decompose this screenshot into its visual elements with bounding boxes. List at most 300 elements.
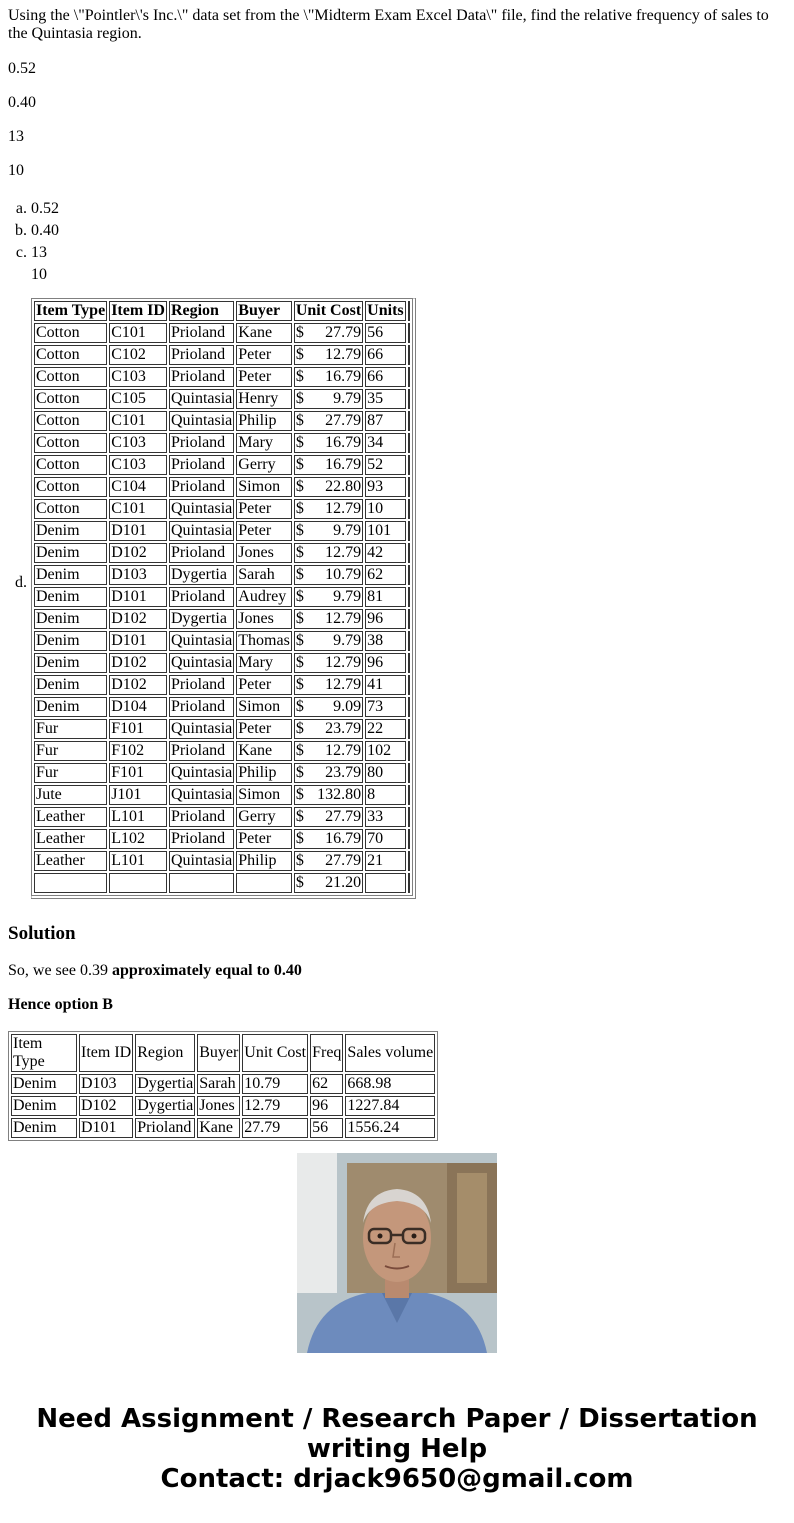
unit-cost-value: 9.79 bbox=[333, 588, 362, 605]
plain-answer: 0.52 bbox=[8, 60, 36, 77]
table-cell bbox=[294, 807, 363, 827]
table-cell: D102 bbox=[109, 653, 167, 673]
table-cell: 101 bbox=[365, 521, 405, 541]
table-empty-cell bbox=[408, 301, 410, 321]
table-row bbox=[34, 587, 410, 607]
table-cell: Denim bbox=[34, 565, 107, 585]
table-cell: Prioland bbox=[169, 345, 234, 365]
table-row bbox=[34, 675, 410, 695]
table-cell: C105 bbox=[109, 389, 167, 409]
currency-symbol: $ bbox=[295, 368, 304, 385]
table-empty-cell bbox=[408, 741, 410, 761]
unit-cost-value: 16.79 bbox=[325, 368, 362, 385]
table-header-cell: Item ID bbox=[111, 302, 165, 319]
table-cell: Prioland bbox=[169, 741, 234, 761]
table-cell bbox=[294, 345, 363, 365]
table-cell bbox=[294, 367, 363, 387]
table-cell: C103 bbox=[109, 433, 167, 453]
currency-symbol: $ bbox=[295, 786, 304, 803]
table-header-cell: Units bbox=[367, 302, 404, 319]
table-cell: 96 bbox=[310, 1096, 343, 1116]
table-row bbox=[34, 807, 410, 827]
table-row bbox=[34, 411, 410, 431]
solution-table bbox=[8, 1031, 438, 1141]
table-cell: 62 bbox=[310, 1074, 343, 1094]
table-cell: Audrey bbox=[236, 587, 292, 607]
table-cell bbox=[294, 873, 363, 893]
table-cell: Simon bbox=[236, 477, 292, 497]
table-cell: Prioland bbox=[135, 1118, 195, 1138]
table-row bbox=[11, 1118, 435, 1138]
table-cell: Peter bbox=[236, 499, 292, 519]
table-cell: Henry bbox=[236, 389, 292, 409]
table-row bbox=[11, 1096, 435, 1116]
table-empty-cell bbox=[408, 851, 410, 871]
table-empty-cell bbox=[408, 631, 410, 651]
table-header-cell: Region bbox=[169, 301, 234, 321]
plain-answer: 13 bbox=[8, 128, 24, 145]
table-cell: 66 bbox=[365, 367, 405, 387]
data-table bbox=[31, 298, 416, 899]
table-cell: Denim bbox=[34, 631, 107, 651]
unit-cost-value: 22.80 bbox=[325, 478, 362, 495]
table-row bbox=[34, 785, 410, 805]
table-cell bbox=[236, 873, 292, 893]
table-cell bbox=[294, 499, 363, 519]
unit-cost-value: 12.79 bbox=[325, 346, 362, 363]
currency-symbol: $ bbox=[295, 324, 304, 341]
table-empty-cell bbox=[408, 763, 410, 783]
currency-symbol: $ bbox=[295, 610, 304, 627]
table-cell: Cotton bbox=[34, 345, 107, 365]
table-cell: Mary bbox=[236, 653, 292, 673]
table-cell: Denim bbox=[34, 653, 107, 673]
table-cell: D102 bbox=[109, 609, 167, 629]
table-cell: Peter bbox=[236, 345, 292, 365]
currency-symbol: $ bbox=[295, 544, 304, 561]
table-cell: Denim bbox=[11, 1074, 77, 1094]
currency-symbol: $ bbox=[295, 874, 304, 891]
currency-symbol: $ bbox=[295, 742, 304, 759]
table-row bbox=[34, 455, 410, 475]
table-header-cell: Unit Cost bbox=[295, 302, 362, 319]
table-header-cell: Unit Cost bbox=[242, 1034, 308, 1072]
table-cell: Denim bbox=[11, 1096, 77, 1116]
table-empty-cell bbox=[408, 367, 410, 387]
table-cell: Cotton bbox=[34, 411, 107, 431]
currency-symbol: $ bbox=[295, 698, 304, 715]
table-cell: Fur bbox=[34, 719, 107, 739]
unit-cost-value: 16.79 bbox=[325, 434, 362, 451]
table-row bbox=[34, 345, 410, 365]
question-text: Using the \"Pointler\'s Inc.\" data set from the \"Midterm Exam Excel Data\" file, find the relative frequency of sales to the Quintasia region. bbox=[8, 7, 769, 42]
table-row bbox=[34, 565, 410, 585]
table-empty-cell bbox=[408, 719, 410, 739]
unit-cost-value: 27.79 bbox=[325, 808, 362, 825]
currency-symbol: $ bbox=[295, 720, 304, 737]
table-cell bbox=[294, 829, 363, 849]
table-cell: Gerry bbox=[236, 807, 292, 827]
currency-symbol: $ bbox=[295, 676, 304, 693]
table-cell: Quintasia bbox=[170, 500, 233, 517]
table-empty-cell bbox=[408, 565, 410, 585]
table-cell: D102 bbox=[109, 675, 167, 695]
table-cell: Quintasia bbox=[170, 390, 233, 407]
table-cell: Jones bbox=[236, 543, 292, 563]
solution-table-viewport bbox=[8, 1031, 438, 1136]
table-cell: 70 bbox=[365, 829, 405, 849]
unit-cost-value: 27.79 bbox=[325, 852, 362, 869]
table-row bbox=[34, 873, 410, 893]
promo-line: Need Assignment / Research Paper / Dissertation bbox=[36, 1404, 758, 1434]
table-cell bbox=[294, 631, 363, 651]
table-cell: 10.79 bbox=[242, 1074, 308, 1094]
promo-line: writing Help bbox=[306, 1434, 488, 1464]
table-cell: D101 bbox=[109, 521, 167, 541]
table-cell: C102 bbox=[109, 345, 167, 365]
option-b[interactable] bbox=[31, 220, 59, 242]
table-cell: C101 bbox=[109, 411, 167, 431]
table-cell: D101 bbox=[109, 587, 167, 607]
unit-cost-value: 12.79 bbox=[325, 676, 362, 693]
table-row bbox=[34, 389, 410, 409]
solution-line-bold: approximately equal to 0.40 bbox=[111, 962, 302, 979]
table-row bbox=[34, 609, 410, 629]
author-portrait-icon bbox=[297, 1153, 497, 1353]
table-cell: Leather bbox=[34, 851, 107, 871]
table-cell: Peter bbox=[236, 367, 292, 387]
table-cell: L101 bbox=[109, 807, 167, 827]
table-cell: 8 bbox=[365, 785, 405, 805]
table-cell bbox=[294, 433, 363, 453]
table-row bbox=[34, 719, 410, 739]
table-cell: Jute bbox=[34, 785, 107, 805]
table-cell: J101 bbox=[109, 785, 167, 805]
table-cell: Prioland bbox=[169, 367, 234, 387]
table-cell: Fur bbox=[34, 741, 107, 761]
table-cell: 42 bbox=[365, 543, 405, 563]
table-cell: Gerry bbox=[236, 455, 292, 475]
table-cell: D101 bbox=[109, 631, 167, 651]
table-cell: C101 bbox=[109, 323, 167, 343]
table-row bbox=[34, 433, 410, 453]
unit-cost-value: 27.79 bbox=[325, 412, 362, 429]
currency-symbol: $ bbox=[295, 346, 304, 363]
table-cell: Denim bbox=[34, 543, 107, 563]
currency-symbol: $ bbox=[295, 632, 304, 649]
table-cell: 81 bbox=[365, 587, 405, 607]
table-cell: C103 bbox=[109, 455, 167, 475]
table-empty-cell bbox=[408, 543, 410, 563]
table-empty-cell bbox=[408, 609, 410, 629]
table-empty-cell bbox=[408, 477, 410, 497]
table-cell: Prioland bbox=[169, 587, 234, 607]
table-header-row bbox=[11, 1034, 435, 1072]
currency-symbol: $ bbox=[295, 390, 304, 407]
table-cell: Dygertia bbox=[137, 1097, 194, 1114]
table-header-row bbox=[34, 301, 410, 321]
unit-cost-value: 12.79 bbox=[325, 742, 362, 759]
currency-symbol: $ bbox=[295, 478, 304, 495]
table-cell: Peter bbox=[236, 675, 292, 695]
table-cell: Dygertia bbox=[169, 609, 234, 629]
plain-answer: 10 bbox=[8, 162, 24, 179]
table-cell: Prioland bbox=[169, 543, 234, 563]
unit-cost-value: 23.79 bbox=[325, 720, 362, 737]
table-empty-cell bbox=[408, 653, 410, 673]
table-cell: Leather bbox=[34, 829, 107, 849]
table-empty-cell bbox=[408, 807, 410, 827]
table-empty-cell bbox=[408, 499, 410, 519]
table-cell: 102 bbox=[365, 741, 405, 761]
table-cell bbox=[294, 609, 363, 629]
table-cell: Cotton bbox=[34, 477, 107, 497]
table-cell bbox=[294, 653, 363, 673]
unit-cost-value: 16.79 bbox=[325, 456, 362, 473]
table-header-cell: Freq bbox=[310, 1034, 343, 1072]
table-cell: Quintasia bbox=[170, 412, 233, 429]
unit-cost-value: 23.79 bbox=[325, 764, 362, 781]
table-cell: Denim bbox=[11, 1118, 77, 1138]
table-cell bbox=[294, 565, 363, 585]
currency-symbol: $ bbox=[295, 654, 304, 671]
table-cell: Denim bbox=[34, 521, 107, 541]
table-header-cell: Buyer bbox=[236, 301, 292, 321]
table-cell: F102 bbox=[109, 741, 167, 761]
table-cell: C104 bbox=[109, 477, 167, 497]
table-cell: Peter bbox=[236, 719, 292, 739]
table-cell: Peter bbox=[236, 521, 292, 541]
table-cell: Prioland bbox=[169, 697, 234, 717]
table-cell: Denim bbox=[34, 609, 107, 629]
solution-line-prefix: So, we see 0.39 bbox=[8, 962, 112, 979]
plain-answer: 0.40 bbox=[8, 94, 36, 111]
currency-symbol: $ bbox=[295, 456, 304, 473]
table-cell: L101 bbox=[109, 851, 167, 871]
table-cell: 38 bbox=[365, 631, 405, 651]
table-cell bbox=[294, 697, 363, 717]
table-cell: 56 bbox=[310, 1118, 343, 1138]
table-cell bbox=[294, 587, 363, 607]
table-header-cell: Region bbox=[135, 1034, 195, 1072]
currency-symbol: $ bbox=[295, 566, 304, 583]
table-row bbox=[34, 697, 410, 717]
table-cell: Cotton bbox=[34, 323, 107, 343]
table-header-cell: Item ID bbox=[79, 1034, 133, 1072]
option-text: 0.52 bbox=[31, 200, 59, 217]
table-cell: 96 bbox=[365, 653, 405, 673]
table-cell: Cotton bbox=[34, 499, 107, 519]
table-row bbox=[34, 477, 410, 497]
currency-symbol: $ bbox=[295, 522, 304, 539]
table-cell: Simon bbox=[236, 785, 292, 805]
table-cell: 12.79 bbox=[242, 1096, 308, 1116]
unit-cost-value: 12.79 bbox=[325, 544, 362, 561]
table-cell: 1556.24 bbox=[345, 1118, 435, 1138]
currency-symbol: $ bbox=[295, 412, 304, 429]
table-empty-cell bbox=[408, 697, 410, 717]
currency-symbol: $ bbox=[295, 588, 304, 605]
table-body bbox=[34, 323, 410, 893]
option-c[interactable] bbox=[31, 242, 59, 286]
unit-cost-value: 9.79 bbox=[333, 522, 362, 539]
table-cell bbox=[294, 785, 363, 805]
table-cell: F101 bbox=[109, 763, 167, 783]
table-row bbox=[34, 367, 410, 387]
table-cell: Quintasia bbox=[170, 764, 233, 781]
table-cell: 87 bbox=[365, 411, 405, 431]
table-row bbox=[34, 543, 410, 563]
currency-symbol: $ bbox=[295, 852, 304, 869]
table-cell: L102 bbox=[109, 829, 167, 849]
table-cell: Sarah bbox=[197, 1074, 240, 1094]
table-cell bbox=[294, 411, 363, 431]
table-cell: C103 bbox=[109, 367, 167, 387]
table-cell: Cotton bbox=[34, 389, 107, 409]
table-cell: 62 bbox=[365, 565, 405, 585]
option-a[interactable] bbox=[31, 198, 59, 220]
currency-symbol: $ bbox=[295, 830, 304, 847]
table-cell: D102 bbox=[79, 1096, 133, 1116]
table-cell: 34 bbox=[365, 433, 405, 453]
table-cell: Quintasia bbox=[170, 632, 233, 649]
table-cell: D103 bbox=[79, 1074, 133, 1094]
unit-cost-value: 27.79 bbox=[325, 324, 362, 341]
table-empty-cell bbox=[408, 521, 410, 541]
table-cell: Peter bbox=[236, 829, 292, 849]
table-row bbox=[34, 653, 410, 673]
table-empty-cell bbox=[408, 829, 410, 849]
table-cell: Quintasia bbox=[170, 786, 233, 803]
table-row bbox=[34, 521, 410, 541]
table-cell: Cotton bbox=[34, 367, 107, 387]
unit-cost-value: 10.79 bbox=[325, 566, 362, 583]
unit-cost-value: 132.80 bbox=[317, 786, 362, 803]
solution-heading: Solution bbox=[8, 923, 76, 944]
table-cell: Simon bbox=[236, 697, 292, 717]
table-cell: Philip bbox=[236, 851, 292, 871]
table-cell: 668.98 bbox=[345, 1074, 435, 1094]
answer-options bbox=[8, 198, 59, 286]
table-cell: Mary bbox=[236, 433, 292, 453]
table-cell: 96 bbox=[365, 609, 405, 629]
table-cell bbox=[294, 477, 363, 497]
unit-cost-value: 12.79 bbox=[325, 500, 362, 517]
table-row bbox=[34, 631, 410, 651]
table-cell: 52 bbox=[365, 455, 405, 475]
table-empty-cell bbox=[408, 323, 410, 343]
table-cell bbox=[294, 389, 363, 409]
table-header-cell: Item Type bbox=[36, 302, 106, 319]
table-cell: Denim bbox=[34, 697, 107, 717]
unit-cost-value: 16.79 bbox=[325, 830, 362, 847]
solution-line bbox=[8, 962, 302, 980]
table-empty-cell bbox=[408, 411, 410, 431]
table-cell bbox=[34, 873, 107, 893]
unit-cost-value: 21.20 bbox=[325, 874, 362, 891]
table-row bbox=[34, 323, 410, 343]
table-cell: Kane bbox=[236, 323, 292, 343]
table-cell bbox=[294, 851, 363, 871]
table-row bbox=[34, 499, 410, 519]
table-cell: F101 bbox=[109, 719, 167, 739]
table-cell: Quintasia bbox=[170, 852, 233, 869]
table-cell: 93 bbox=[365, 477, 405, 497]
table-row bbox=[34, 741, 410, 761]
table-cell: Philip bbox=[236, 411, 292, 431]
table-header-cell: Buyer bbox=[197, 1034, 240, 1072]
table-cell: Cotton bbox=[34, 455, 107, 475]
table-header-cell: Item Type bbox=[11, 1034, 77, 1072]
table-cell: Leather bbox=[34, 807, 107, 827]
table-cell: C101 bbox=[109, 499, 167, 519]
table-cell: Dygertia bbox=[137, 1075, 194, 1092]
table-cell: Jones bbox=[197, 1096, 240, 1116]
table-empty-cell bbox=[408, 345, 410, 365]
table-cell: Thomas bbox=[238, 632, 290, 649]
table-cell: Kane bbox=[197, 1118, 240, 1138]
currency-symbol: $ bbox=[295, 764, 304, 781]
unit-cost-value: 12.79 bbox=[325, 610, 362, 627]
table-cell: Denim bbox=[34, 587, 107, 607]
table-cell: Prioland bbox=[169, 807, 234, 827]
table-cell bbox=[109, 873, 167, 893]
table-cell: 33 bbox=[365, 807, 405, 827]
table-cell: 80 bbox=[365, 763, 405, 783]
table-cell: 41 bbox=[365, 675, 405, 695]
table-header-cell: Sales volume bbox=[345, 1034, 435, 1072]
table-cell: 21 bbox=[365, 851, 405, 871]
unit-cost-value: 9.09 bbox=[333, 698, 362, 715]
option-text: 0.40 bbox=[31, 222, 59, 239]
table-cell: D103 bbox=[109, 565, 167, 585]
author-avatar bbox=[297, 1153, 497, 1353]
currency-symbol: $ bbox=[295, 434, 304, 451]
table-cell: Philip bbox=[236, 763, 292, 783]
currency-symbol: $ bbox=[295, 500, 304, 517]
table-cell bbox=[294, 543, 363, 563]
table-cell: Kane bbox=[236, 741, 292, 761]
currency-symbol: $ bbox=[295, 808, 304, 825]
table-empty-cell bbox=[408, 785, 410, 805]
table-cell: Prioland bbox=[169, 433, 234, 453]
table-cell: 56 bbox=[365, 323, 405, 343]
table-empty-cell bbox=[408, 389, 410, 409]
table-cell: D104 bbox=[109, 697, 167, 717]
table-row bbox=[34, 851, 410, 871]
table-cell: Prioland bbox=[169, 829, 234, 849]
table-cell: 27.79 bbox=[242, 1118, 308, 1138]
table-cell: Fur bbox=[34, 763, 107, 783]
unit-cost-value: 9.79 bbox=[333, 390, 362, 407]
table-cell bbox=[294, 675, 363, 695]
table-cell: Quintasia bbox=[170, 720, 233, 737]
table-cell: Dygertia bbox=[169, 565, 234, 585]
table-cell: Prioland bbox=[169, 455, 234, 475]
table-empty-cell bbox=[408, 675, 410, 695]
option-text: 13 bbox=[31, 244, 47, 261]
table-cell: 35 bbox=[365, 389, 405, 409]
promo-contact: Contact: drjack9650@gmail.com bbox=[160, 1464, 634, 1494]
table-cell: Sarah bbox=[236, 565, 292, 585]
table-row bbox=[34, 829, 410, 849]
unit-cost-value: 12.79 bbox=[325, 654, 362, 671]
table-cell: Quintasia bbox=[170, 654, 233, 671]
table-cell: 73 bbox=[365, 697, 405, 717]
table-cell bbox=[294, 455, 363, 475]
option-d-marker: d. bbox=[15, 574, 27, 591]
table-cell: Quintasia bbox=[170, 522, 233, 539]
